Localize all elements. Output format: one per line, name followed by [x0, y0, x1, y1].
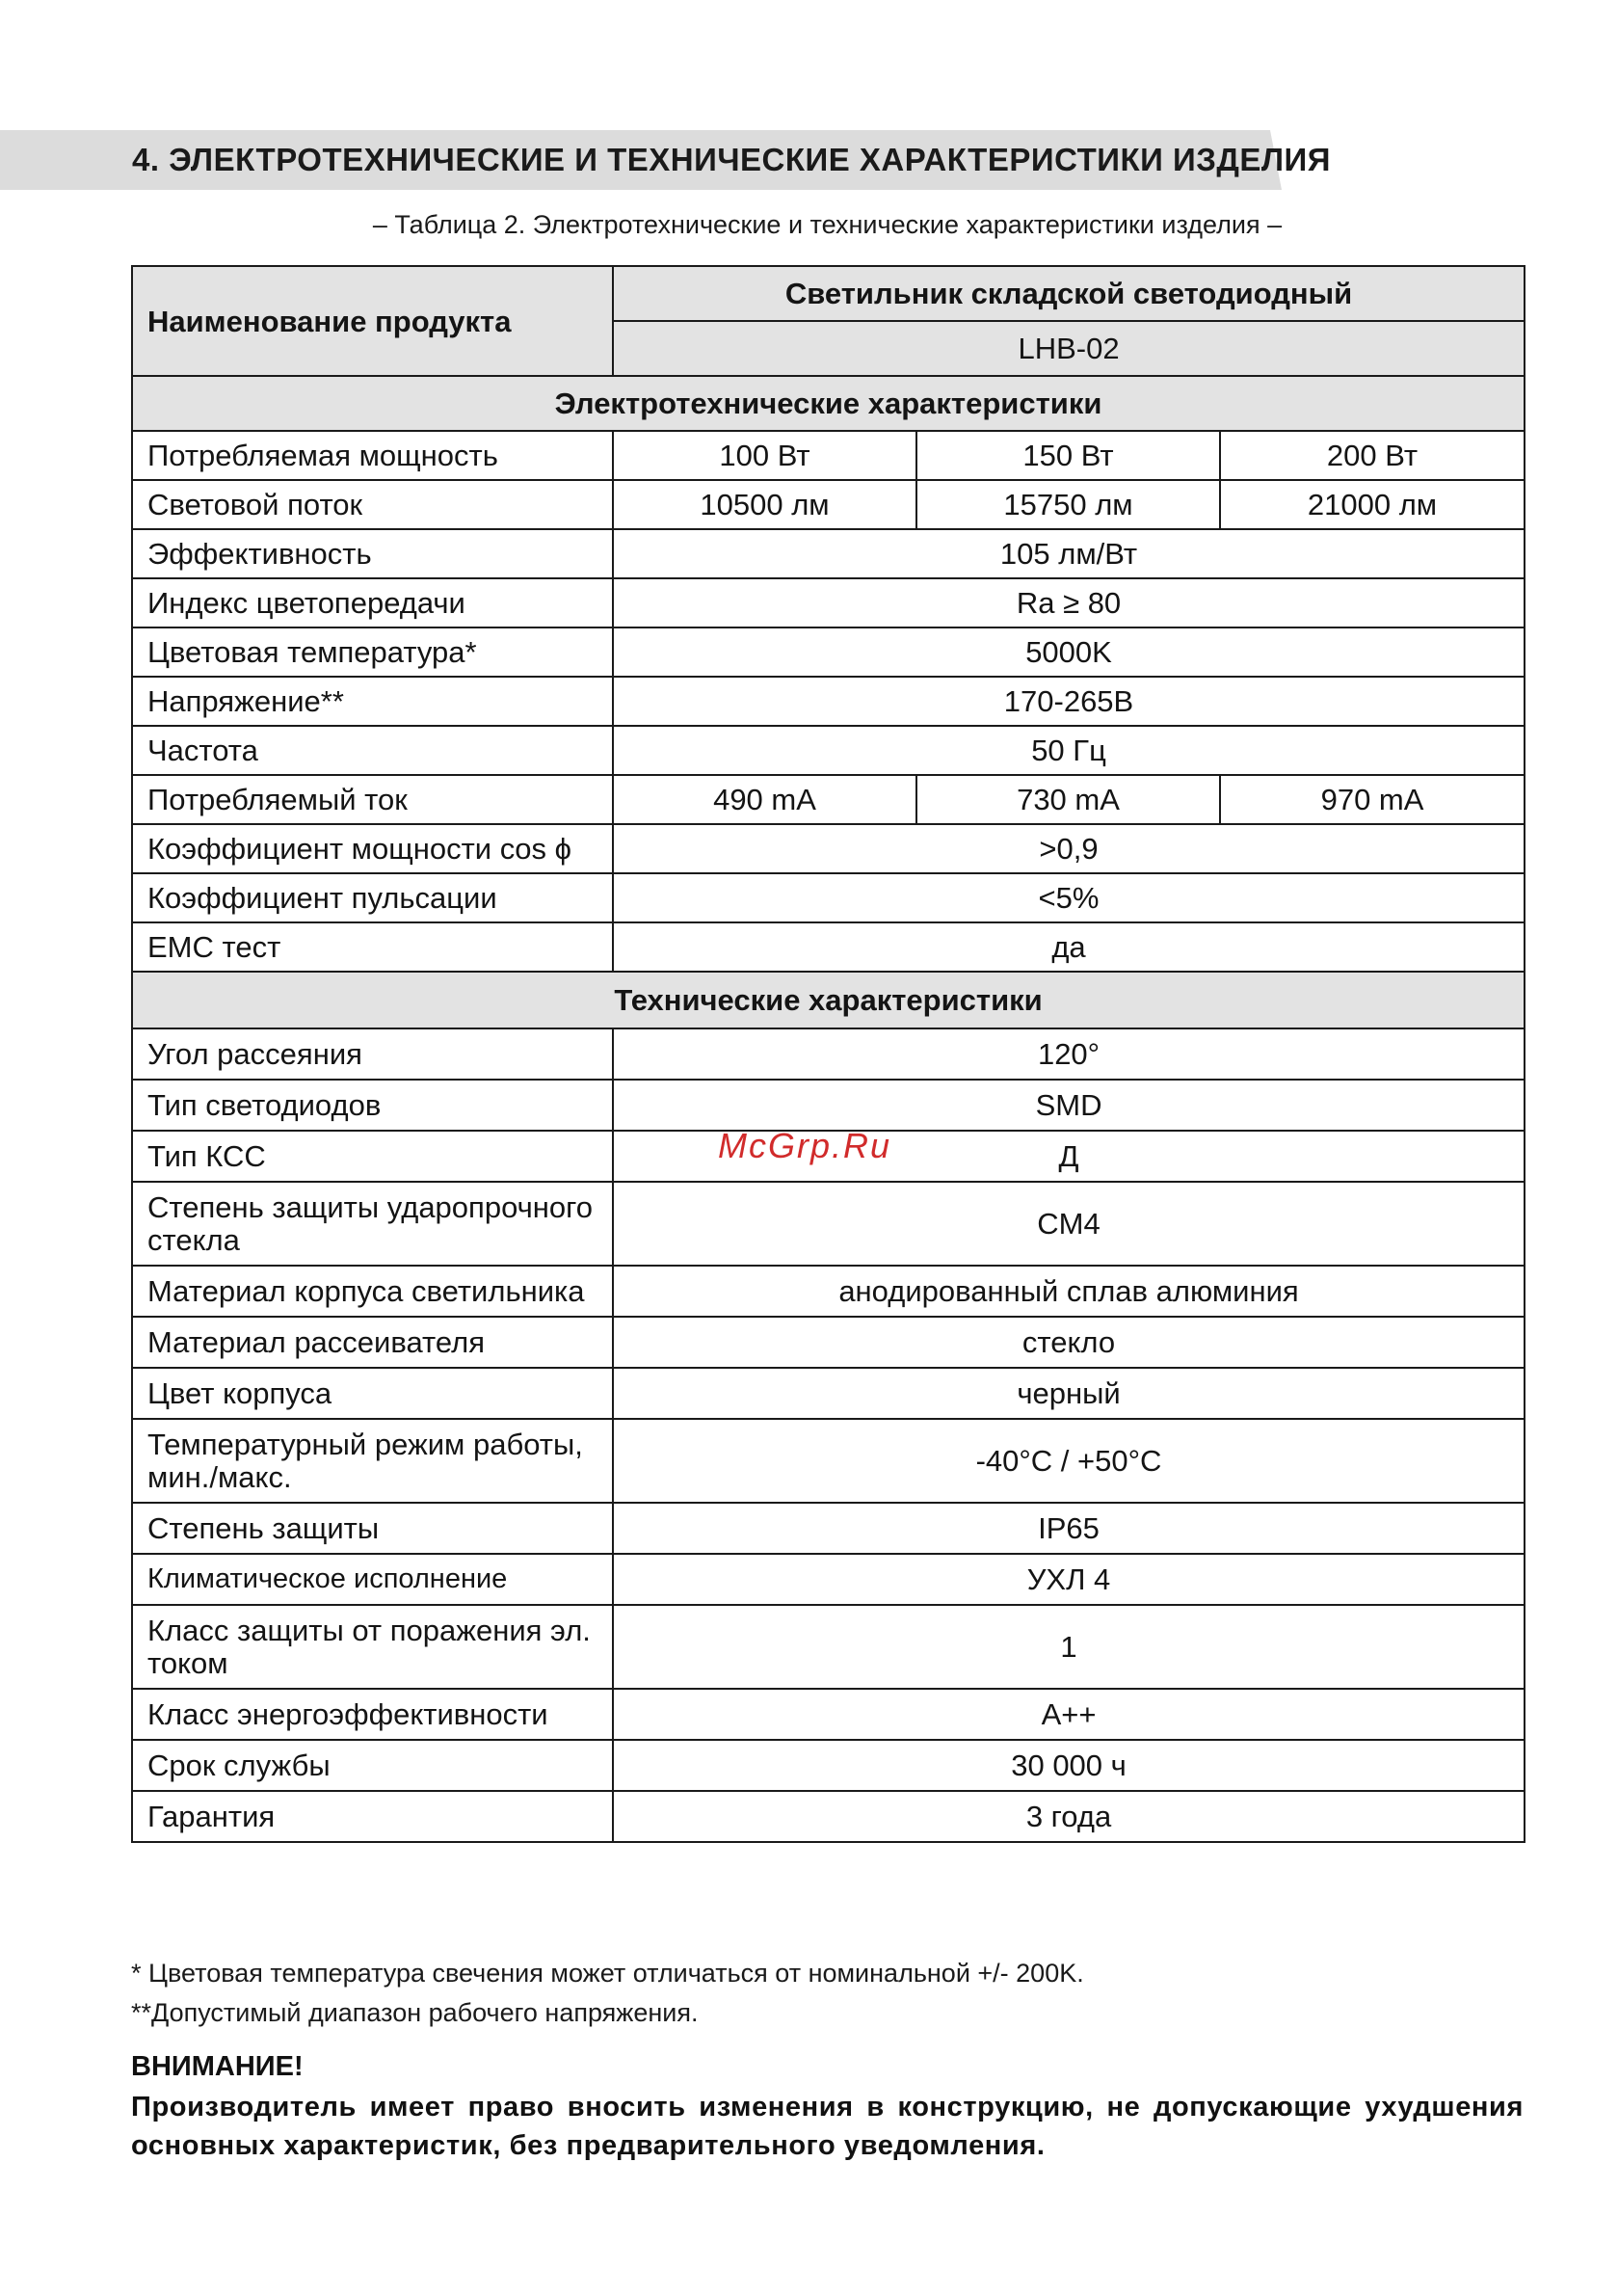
- row-value: Ra ≥ 80: [613, 578, 1525, 627]
- row-value: 50 Гц: [613, 726, 1525, 775]
- footnote-voltage: **Допустимый диапазон рабочего напряжения.: [131, 1998, 699, 2027]
- row-label: Климатическое исполнение: [132, 1554, 613, 1605]
- row-label: Степень защиты: [132, 1503, 613, 1554]
- row-label: Потребляемая мощность: [132, 431, 613, 480]
- row-value: 21000 лм: [1220, 480, 1525, 529]
- row-value: <5%: [613, 873, 1525, 922]
- row-value: да: [613, 922, 1525, 972]
- row-value: 3 года: [613, 1791, 1525, 1842]
- row-value: -40°C / +50°C: [613, 1419, 1525, 1503]
- row-value: 120°: [613, 1028, 1525, 1080]
- table-row: [132, 1182, 1525, 1266]
- row-value: 1: [613, 1605, 1525, 1689]
- row-label: Срок службы: [132, 1740, 613, 1791]
- table-row: [132, 873, 1525, 922]
- row-label: Напряжение**: [132, 677, 613, 726]
- row-label: EMC тест: [132, 922, 613, 972]
- table-row: [132, 1419, 1525, 1503]
- section-title: 4. ЭЛЕКТРОТЕХНИЧЕСКИЕ И ТЕХНИЧЕСКИЕ ХАРАКТЕРИСТИКИ ИЗДЕЛИЯ: [132, 142, 1331, 177]
- table-row: [132, 1368, 1525, 1419]
- row-value: 170-265В: [613, 677, 1525, 726]
- table-row: [132, 1503, 1525, 1554]
- table-caption: – Таблица 2. Электротехнические и технические характеристики изделия –: [372, 210, 1283, 239]
- row-label: Класс защиты от поражения эл. током: [132, 1605, 613, 1689]
- row-label: Индекс цветопередачи: [132, 578, 613, 627]
- row-value: стекло: [613, 1317, 1525, 1368]
- row-label: Материал рассеивателя: [132, 1317, 613, 1368]
- row-label: Класс энергоэффективности: [132, 1689, 613, 1740]
- table-row: [132, 1740, 1525, 1791]
- row-value: 150 Вт: [916, 431, 1220, 480]
- row-label: Световой поток: [132, 480, 613, 529]
- table-row: [132, 1605, 1525, 1689]
- row-label: Температурный режим работы, мин./макс.: [132, 1419, 613, 1503]
- row-value: 15750 лм: [916, 480, 1220, 529]
- table-row: [132, 726, 1525, 775]
- row-label: Гарантия: [132, 1791, 613, 1842]
- table-row: [132, 1028, 1525, 1080]
- product-label-cell: Наименование продукта: [132, 266, 613, 376]
- row-label: Частота: [132, 726, 613, 775]
- model-cell: LHB-02: [613, 321, 1525, 376]
- row-value: 200 Вт: [1220, 431, 1525, 480]
- row-value: 105 лм/Вт: [613, 529, 1525, 578]
- table-row: [132, 431, 1525, 480]
- warning-text: Производитель имеет право вносить изменения в конструкцию, не допускающие ухудшения основных характеристик, без предварительного уведомления.: [131, 2092, 1524, 2161]
- row-label: Коэффициент мощности cos ϕ: [132, 824, 613, 873]
- row-value: 100 Вт: [613, 431, 916, 480]
- row-label: Потребляемый ток: [132, 775, 613, 824]
- row-value: черный: [613, 1368, 1525, 1419]
- table-row: [132, 578, 1525, 627]
- row-label: Эффективность: [132, 529, 613, 578]
- row-label: Тип светодиодов: [132, 1080, 613, 1131]
- row-label: Степень защиты ударопрочного стекла: [132, 1182, 613, 1266]
- spec-table: [131, 265, 1525, 1843]
- footnote-color-temperature: * Цветовая температура свечения может отличаться от номинальной +/- 200K.: [131, 1959, 1084, 1988]
- row-value: 730 mA: [916, 775, 1220, 824]
- table-row: [132, 824, 1525, 873]
- warning-title: ВНИМАНИЕ!: [131, 2051, 304, 2082]
- table-row: [132, 1080, 1525, 1131]
- row-label: Цветовая температура*: [132, 627, 613, 677]
- row-value: A++: [613, 1689, 1525, 1740]
- row-value: 30 000 ч: [613, 1740, 1525, 1791]
- row-value: 970 mA: [1220, 775, 1525, 824]
- electrical-section-header: Электротехнические характеристики: [132, 376, 1525, 431]
- row-label: Коэффициент пульсации: [132, 873, 613, 922]
- row-value: IP65: [613, 1503, 1525, 1554]
- row-value: 490 mA: [613, 775, 916, 824]
- row-value: >0,9: [613, 824, 1525, 873]
- row-value: 10500 лм: [613, 480, 916, 529]
- table-row: [132, 922, 1525, 972]
- technical-section-header: Технические характеристики: [132, 972, 1525, 1028]
- row-label: Тип КСС: [132, 1131, 613, 1182]
- table-row: [132, 775, 1525, 824]
- row-label: Угол рассеяния: [132, 1028, 613, 1080]
- table-row: [132, 1689, 1525, 1740]
- row-label: Цвет корпуса: [132, 1368, 613, 1419]
- row-value: Д: [613, 1131, 1525, 1182]
- table-row: [132, 1266, 1525, 1317]
- table-row: [132, 529, 1525, 578]
- watermark-text: McGrp.Ru: [718, 1126, 892, 1165]
- table-row: [132, 677, 1525, 726]
- row-value: SMD: [613, 1080, 1525, 1131]
- table-row: [132, 1317, 1525, 1368]
- row-value: 5000K: [613, 627, 1525, 677]
- row-value: CM4: [613, 1182, 1525, 1266]
- table-row: [132, 1791, 1525, 1842]
- row-label: Материал корпуса светильника: [132, 1266, 613, 1317]
- table-row: [132, 627, 1525, 677]
- row-value: анодированный сплав алюминия: [613, 1266, 1525, 1317]
- product-name-cell: Светильник складской светодиодный: [613, 266, 1525, 321]
- table-row: [132, 1554, 1525, 1605]
- table-row: [132, 480, 1525, 529]
- row-value: УХЛ 4: [613, 1554, 1525, 1605]
